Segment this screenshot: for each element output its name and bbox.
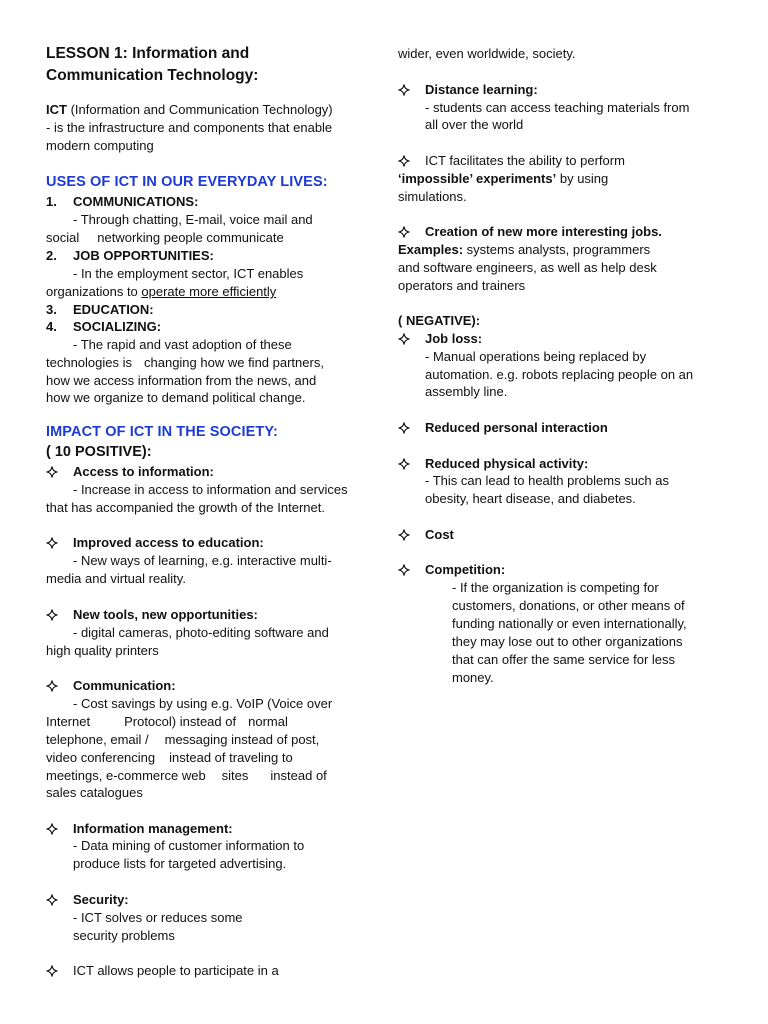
negative-competition-line6: money. — [452, 670, 494, 685]
positive-info-mgmt-line2: produce lists for targeted advertising. — [73, 856, 287, 871]
uses-socializing-line1: - The rapid and vast adoption of these — [73, 337, 292, 352]
uses-communications-line2: social networking people communicate — [46, 230, 284, 245]
positive-tools-line1: - digital cameras, photo-editing software and — [73, 625, 329, 640]
positive-info-mgmt-label: Information management: — [73, 821, 233, 836]
bullet-diamond-icon — [398, 561, 414, 579]
negative-job-loss-label: Job loss: — [425, 331, 483, 346]
uses-job-line2: organizations to operate more efficiently — [46, 284, 277, 299]
bullet-diamond-icon — [46, 962, 62, 980]
negative-competition-line5: that can offer the same service for less — [452, 652, 676, 667]
impact-heading: IMPACT OF ICT IN THE SOCIETY: — [46, 424, 278, 440]
positive-jobs-label: Creation of new more interesting jobs. — [425, 224, 662, 239]
positive-distance-label: Distance learning: — [425, 82, 538, 97]
uses-socializing-line3: how we access information from the news, and — [46, 373, 317, 388]
positive-access-line1: - Increase in access to information and services — [73, 482, 348, 497]
ict-term: ICT — [46, 102, 67, 117]
positive-communication-line4: video conferencing instead of traveling to — [46, 750, 293, 765]
bullet-diamond-icon — [398, 81, 414, 99]
positive-communication-label: Communication: — [73, 678, 176, 693]
bullet-diamond-icon — [46, 820, 62, 838]
bullet-diamond-icon — [46, 891, 62, 909]
negative-competition-label: Competition: — [425, 562, 506, 577]
uses-job-line1: - In the employment sector, ICT enables — [73, 266, 304, 281]
bullet-diamond-icon — [46, 463, 62, 481]
negative-physical-label: Reduced physical activity: — [425, 456, 589, 471]
negative-competition-line2: customers, donations, or other means of — [452, 598, 685, 613]
uses-heading: USES OF ICT IN OUR EVERYDAY LIVES: — [46, 174, 328, 190]
bullet-diamond-icon — [398, 526, 414, 544]
positive-access-line2: that has accompanied the growth of the Internet. — [46, 500, 325, 515]
positive-security-line1: - ICT solves or reduces some — [73, 910, 243, 925]
bullet-diamond-icon — [46, 606, 62, 624]
uses-item-education: 3. EDUCATION: — [46, 302, 154, 317]
bullet-diamond-icon — [398, 419, 414, 437]
uses-item-communications: 1. COMMUNICATIONS: — [46, 194, 199, 209]
positive-communication-line1: - Cost savings by using e.g. VoIP (Voice over — [73, 696, 333, 711]
positive-participate-line2: wider, even worldwide, society. — [398, 46, 576, 61]
positive-experiments-line3: simulations. — [398, 189, 467, 204]
ict-definition-line2: modern computing — [46, 138, 154, 153]
uses-socializing-line4: how we organize to demand political change. — [46, 390, 306, 405]
lesson-title-line2: Communication Technology: — [46, 67, 259, 84]
positive-communication-line6: sales catalogues — [46, 785, 143, 800]
negative-heading: ( NEGATIVE): — [398, 313, 481, 328]
lesson-title-line1: LESSON 1: Information and — [46, 45, 250, 62]
positive-jobs-line1: Examples: systems analysts, programmers — [398, 242, 651, 257]
positive-heading: ( 10 POSITIVE): — [46, 444, 152, 460]
positive-info-mgmt-line1: - Data mining of customer information to — [73, 838, 305, 853]
positive-education-line2: media and virtual reality. — [46, 571, 186, 586]
negative-interaction-label: Reduced personal interaction — [425, 420, 608, 435]
positive-distance-line1: - students can access teaching materials from — [425, 100, 690, 115]
ict-definition-line1: - is the infrastructure and components that enable — [46, 120, 333, 135]
uses-socializing-line2: technologies is changing how we find partners, — [46, 355, 324, 370]
positive-communication-line3: telephone, email / messaging instead of post, — [46, 732, 320, 747]
positive-security-line2: security problems — [73, 928, 175, 943]
positive-education-line1: - New ways of learning, e.g. interactive multi- — [73, 553, 332, 568]
negative-job-loss-line3: assembly line. — [425, 384, 508, 399]
negative-cost-label: Cost — [425, 527, 454, 542]
uses-item-job: 2. JOB OPPORTUNITIES: — [46, 248, 214, 263]
bullet-diamond-icon — [398, 330, 414, 348]
positive-participate-line1: ICT allows people to participate in a — [73, 963, 279, 978]
bullet-diamond-icon — [46, 677, 62, 695]
positive-jobs-line3: operators and trainers — [398, 278, 526, 293]
ict-expansion: (Information and Communication Technology) — [66, 102, 333, 117]
uses-item-socializing: 4. SOCIALIZING: — [46, 319, 162, 334]
positive-jobs-line2: and software engineers, as well as help desk — [398, 260, 657, 275]
bullet-diamond-icon — [46, 534, 62, 552]
positive-communication-line5: meetings, e-commerce web sites instead of — [46, 768, 327, 783]
negative-physical-line2: obesity, heart disease, and diabetes. — [425, 491, 636, 506]
positive-communication-line2: Internet Protocol) instead of normal — [46, 714, 288, 729]
positive-access-label: Access to information: — [73, 464, 214, 479]
bullet-diamond-icon — [398, 455, 414, 473]
positive-education-label: Improved access to education: — [73, 535, 264, 550]
negative-job-loss-line1: - Manual operations being replaced by — [425, 349, 647, 364]
negative-physical-line1: - This can lead to health problems such as — [425, 473, 670, 488]
negative-competition-line4: they may lose out to other organizations — [452, 634, 683, 649]
positive-tools-label: New tools, new opportunities: — [73, 607, 258, 622]
positive-experiments-line2: ‘impossible’ experiments’ by using — [398, 171, 609, 186]
positive-tools-line2: high quality printers — [46, 643, 159, 658]
positive-security-label: Security: — [73, 892, 129, 907]
bullet-diamond-icon — [398, 152, 414, 170]
negative-competition-line3: funding nationally or even internationally, — [452, 616, 687, 631]
positive-distance-line2: all over the world — [425, 117, 524, 132]
bullet-diamond-icon — [398, 223, 414, 241]
negative-competition-line1: - If the organization is competing for — [452, 580, 659, 595]
positive-experiments-line1: ICT facilitates the ability to perform — [425, 153, 625, 168]
ict-term-line — [46, 101, 333, 119]
negative-job-loss-line2: automation. e.g. robots replacing people on an — [425, 367, 694, 382]
uses-communications-line1: - Through chatting, E-mail, voice mail and — [73, 212, 313, 227]
